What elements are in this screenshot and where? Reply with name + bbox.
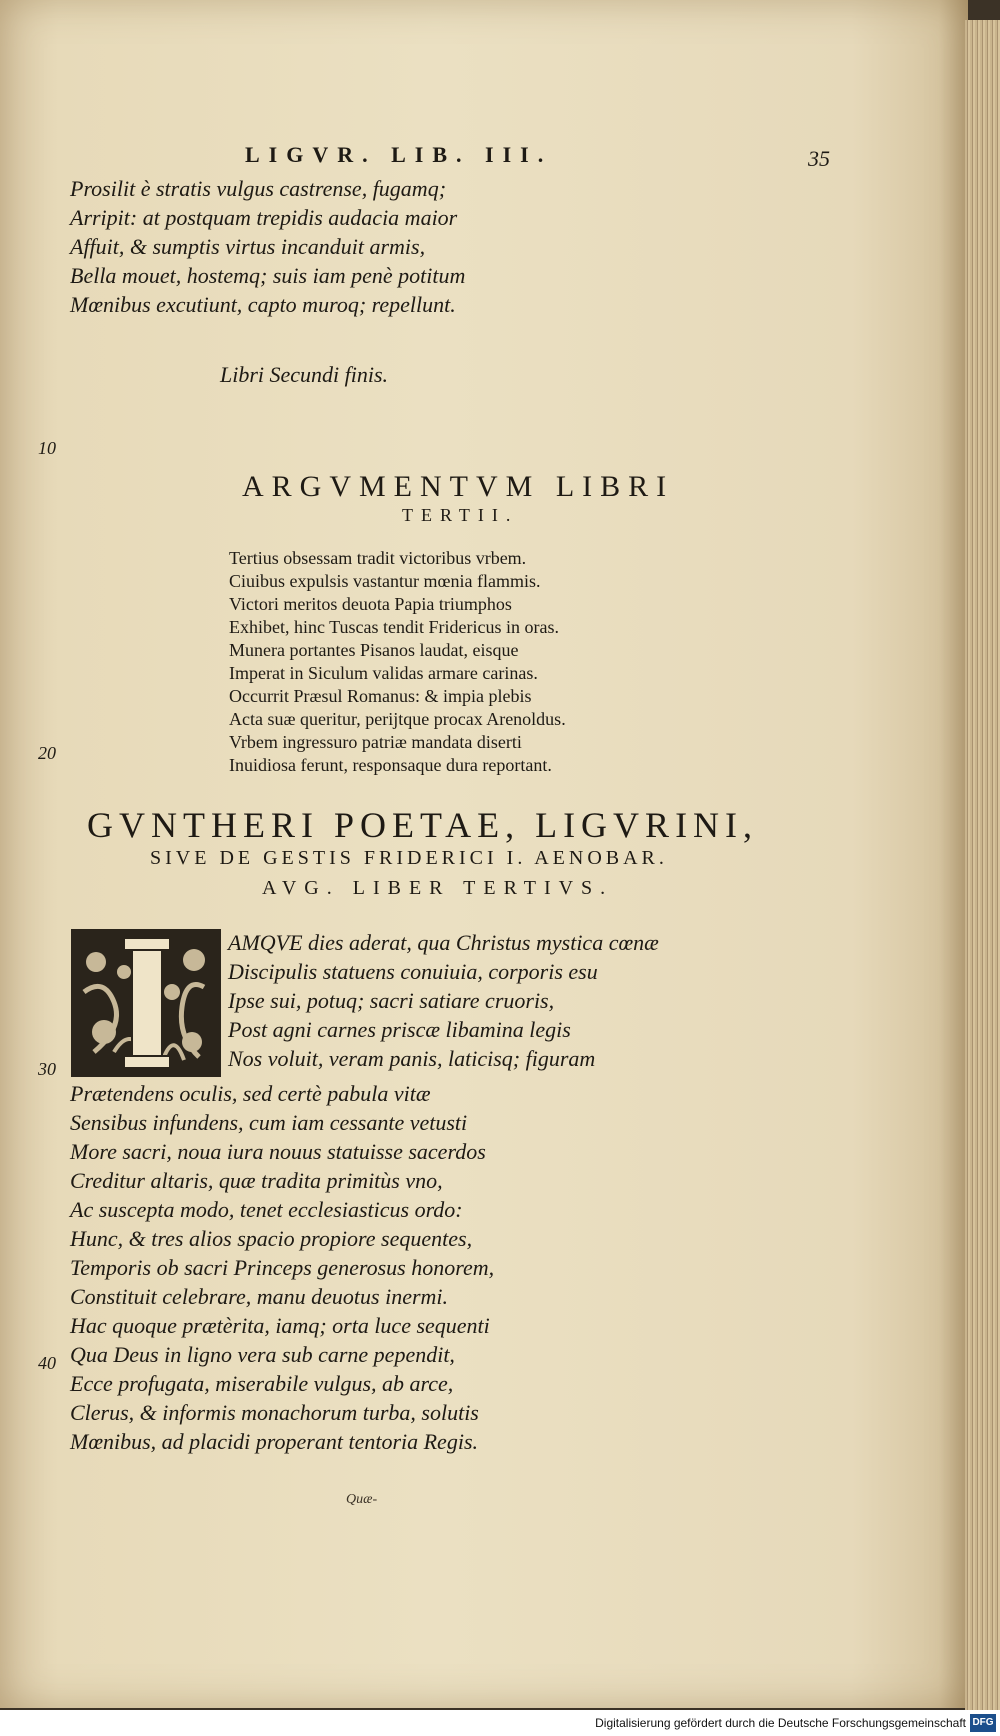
- verse-line: Affuit, & sumptis virtus incanduit armis,: [70, 234, 426, 259]
- line-number: 30: [38, 1059, 56, 1079]
- verse-line: Hac quoque prætèrita, iamq; orta luce sequenti: [70, 1313, 490, 1338]
- verse-line: Constituit celebrare, manu deuotus inermi.: [70, 1284, 449, 1309]
- verse-line: Prosilit è stratis vulgus castrense, fugamq;: [70, 176, 447, 201]
- verse-line: Post agni carnes priscæ libamina legis: [228, 1017, 571, 1042]
- verse-line: Imperat in Siculum validas armare carinas.: [229, 663, 538, 683]
- verse-line: Ecce profugata, miserabile vulgus, ab arce,: [70, 1371, 454, 1396]
- verse-line: Tertius obsessam tradit victoribus vrbem.: [229, 548, 527, 568]
- argument-verses: [229, 547, 566, 777]
- verse-line: Ac suscepta modo, tenet ecclesiasticus ordo:: [70, 1197, 463, 1222]
- verse-line: Clerus, & informis monachorum turba, solutis: [70, 1400, 479, 1425]
- verse-line: Prætendens oculis, sed certè pabula vitæ: [70, 1081, 431, 1106]
- decorated-initial: [71, 929, 221, 1077]
- verse-line: Sensibus infundens, cum iam cessante vetusti: [70, 1110, 468, 1135]
- verse-line: Inuidiosa ferunt, responsaque dura reportant.: [229, 755, 552, 775]
- line-number: 10: [38, 438, 56, 458]
- verse-line: Discipulis statuens conuiuia, corporis esu: [228, 959, 598, 984]
- footer-bar: [0, 1710, 1000, 1736]
- verse-line: AMQVE dies aderat, qua Christus mystica cœnæ: [228, 930, 659, 955]
- initial-woodcut-icon: [74, 932, 218, 1074]
- digitization-credit: Digitalisierung gefördert durch die Deutsche Forschungsgemeinschaft: [595, 1716, 966, 1730]
- verse-line: Hunc, & tres alios spacio propiore sequentes,: [70, 1226, 473, 1251]
- verse-line: Mœnibus, ad placidi properant tentoria Regis.: [70, 1429, 478, 1454]
- book-title: GVNTHERI POETAE, LIGVRINI,: [87, 805, 759, 845]
- verse-line: Bella mouet, hostemq; suis iam penè potitum: [70, 263, 466, 288]
- catchword: Quæ-: [346, 1492, 378, 1507]
- verse-line: Qua Deus in ligno vera sub carne pependit,: [70, 1342, 455, 1367]
- verse-line: Ciuibus expulsis vastantur mœnia flammis.: [229, 571, 541, 591]
- verse-line: Exhibet, hinc Tuscas tendit Fridericus in oras.: [229, 617, 559, 637]
- verse-block-main: [70, 1079, 494, 1456]
- verse-line: Arripit: at postquam trepidis audacia maior: [70, 205, 458, 230]
- verse-line: Munera portantes Pisanos laudat, eisque: [229, 640, 519, 660]
- verse-line: Occurrit Præsul Romanus: & impia plebis: [229, 686, 532, 706]
- verse-line: More sacri, noua iura nouus statuisse sacerdos: [70, 1139, 486, 1164]
- verse-line: Victori meritos deuota Papia triumphos: [229, 594, 512, 614]
- line-number: 20: [38, 743, 56, 763]
- book-subtitle-2: AVG. LIBER TERTIVS.: [262, 877, 614, 899]
- argument-subtitle: TERTII.: [402, 505, 519, 525]
- folio-number: 35: [808, 146, 830, 171]
- verse-block-beside-initial: [228, 928, 659, 1073]
- verse-line: Temporis ob sacri Princeps generosus honorem,: [70, 1255, 495, 1280]
- verse-line: Nos voluit, veram panis, laticisq; figuram: [228, 1046, 596, 1071]
- book-explicit: Libri Secundi finis.: [220, 362, 389, 387]
- verse-block-top: [70, 174, 465, 319]
- verse-line: Acta suæ queritur, perijtque procax Arenoldus.: [229, 709, 566, 729]
- verse-line: Ipse sui, potuq; sacri satiare cruoris,: [228, 988, 555, 1013]
- verse-line: Vrbem ingressuro patriæ mandata diserti: [229, 732, 522, 752]
- book-subtitle: SIVE DE GESTIS FRIDERICI I. AENOBAR.: [150, 847, 668, 869]
- page-edge: [965, 20, 1000, 1710]
- verse-line: Mœnibus excutiunt, capto muroq; repellunt.: [70, 292, 456, 317]
- argument-title: ARGVMENTVM LIBRI: [242, 470, 675, 503]
- running-head: LIGVR. LIB. III.: [245, 142, 553, 167]
- dfg-logo-icon: DFG: [970, 1714, 996, 1732]
- verse-line: Creditur altaris, quæ tradita primitùs vno,: [70, 1168, 443, 1193]
- line-number: 40: [38, 1353, 56, 1373]
